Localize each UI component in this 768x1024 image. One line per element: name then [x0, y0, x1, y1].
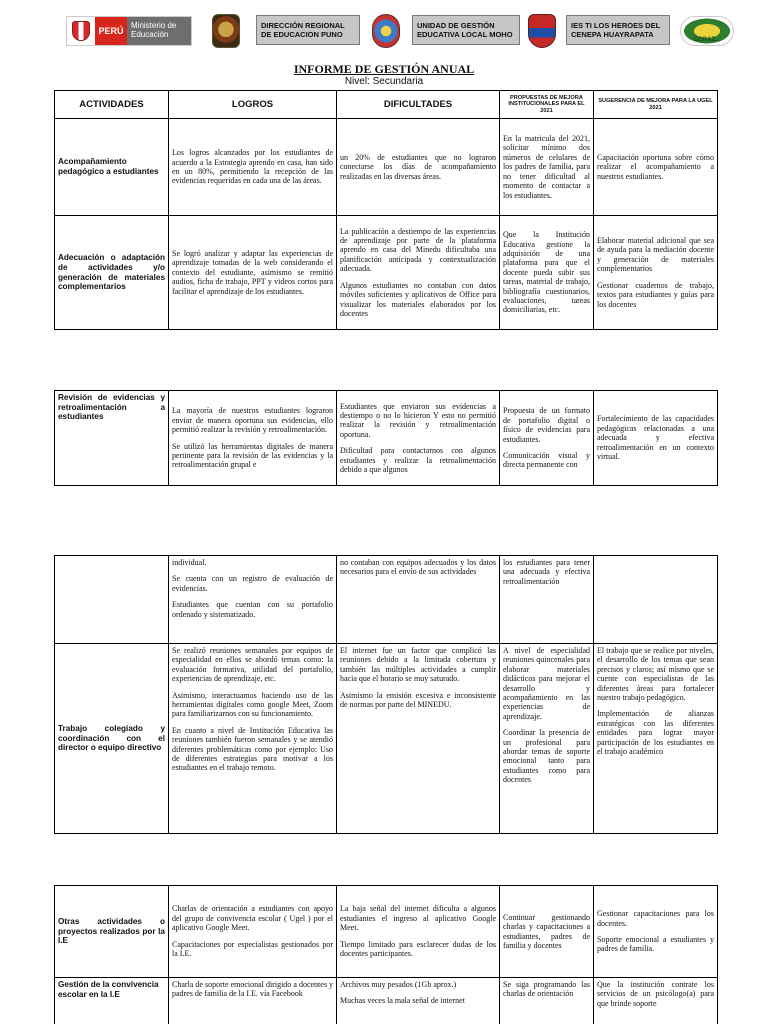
paragraph: Capacitaciones por especialistas gestionados por la I.E.: [172, 939, 333, 959]
col-actividades: ACTIVIDADES: [55, 91, 169, 119]
col-propuestas: PROPUESTAS DE MEJORA INSTITUCIONALES PARA EL 2021: [500, 91, 594, 119]
paragraph: Coordinar la presencia de un profesional para abordar temas de soporte emocional tanto para estudiantes como para docentes: [503, 728, 590, 785]
paragraph: Se cuenta con un registro de evaluación de evidencias.: [172, 574, 333, 593]
paragraph: La mayoría de nuestros estudiantes lograron enviar de manera oportuna sus evidencias, ello permitió realizar la revisión y retroalimentación.: [172, 406, 333, 435]
propuestas-cell: En la matricula del 2021, solicitar mínimo dos números de celulares de los padres de familia, para no tener dificultad al momento de contactar a los estudiantes.: [500, 119, 594, 216]
propuestas-cell: [500, 391, 594, 486]
logros-cell: Los logros alcanzados por los estudiantes de acuerdo a la Estrategia aprendo en casa, han sido en un 80%, permitiendo la recepción de las evidencias requeridas en cada una de las áreas.: [169, 119, 337, 216]
paragraph: Comunicación visual y directa permanente con: [503, 450, 590, 470]
dificultades-cell: no contaban con equipos adecuados y los datos necesarios para el envío de sus actividades: [337, 556, 500, 644]
coria-logo-icon: [680, 16, 734, 46]
paragraph: Se utilizó las herramientas digitales de manera pertinente para la revisión de las evidencias y la retroalimentación grupal e: [172, 441, 333, 470]
paragraph: Implementación de alianzas estratégicas con las diferentes entidades para lograr mayor participación de los estudiantes en el trabajo académico: [597, 709, 714, 757]
actividad-cell: Otras actividades o proyectos realizados por la I.E: [55, 886, 169, 978]
actividad-cell: Trabajo colegiado y coordinación con el director o equipo directivo: [55, 644, 169, 834]
peru-shield-icon: [67, 17, 95, 45]
col-logros: LOGROS: [169, 91, 337, 119]
logros-cell: Se logró analizar y adaptar las experiencias de aprendizaje tomadas de la web considerando el contexto del estudiante, asimismo se remitió audios, ficha de trabajo, PPT y videos cortos para facilitar el aprendizaje de los estudiantes.: [169, 216, 337, 330]
propuestas-cell: Se siga programando las charlas de orientación: [500, 978, 594, 1024]
drep-box: DIRECCIÓN REGIONAL DE EDUCACION PUNO: [256, 15, 360, 45]
dificultades-cell: [337, 391, 500, 486]
paragraph: Elaborar material adicional que sea de ayuda para la mediación docente y generación de materiales complementarios: [597, 236, 714, 274]
coria-logo-text: CORAZ...: [693, 37, 721, 43]
table-row: [55, 886, 718, 978]
propuestas-cell: los estudiantes para tener una adecuada y efectiva retroalimentación: [500, 556, 594, 644]
paragraph: Algunos estudiantes no contaban con datos móviles suficientes y aplicativos de Office para visualizar los materiales elaborados por los docentes: [340, 280, 496, 318]
report-table-part-4: [54, 885, 718, 1024]
paragraph: Charlas de orientación a estudiantes con apoyo del grupo de convivencia escolar ( Ugel ) por el aplicativo Google Meet.: [172, 904, 333, 933]
table-row: [55, 391, 718, 486]
table-row: [55, 644, 718, 834]
report-subtitle: Nivel: Secundaria: [344, 76, 424, 87]
paragraph: Propuesta de un formato de portafolio digital o físico de evidencias para estudiantes.: [503, 406, 590, 444]
minedu-logo: [66, 16, 192, 46]
sugerencia-cell: [594, 556, 718, 644]
col-sugerencia: SUGERENCIA DE MEJORA PARA LA UGEL 2021: [594, 91, 718, 119]
paragraph: Dificultad para contactarnos con algunos estudiantes y realizar la retroalimentación debido a que algunos: [340, 446, 496, 475]
sugerencia-cell: [594, 216, 718, 330]
logros-cell: Charla de soporte emocional dirigido a docentes y padres de familia de la I.E. vía Facebook: [169, 978, 337, 1024]
table-row: [55, 216, 718, 330]
peru-label: PERÚ: [95, 17, 127, 45]
drep-emblem-icon: [212, 14, 240, 48]
paragraph: La baja señal del internet dificulta a algunos estudiantes el ingreso al aplicativo Google Meet.: [340, 904, 496, 933]
actividad-cell: Gestión de la convivencia escolar en la I.E: [55, 978, 169, 1024]
paragraph: La publicación a destiempo de las experiencias de aprendizaje por parte de la plataforma aprendo en casa del Minedu dificultaba una planificación anticipada y contextualización adecuada.: [340, 226, 496, 274]
paragraph: En cuanto a nivel de Institución Educativa las reuniones también fueron semanales y se atendió diferentes problemáticas como por ejemplo: Uso de diferentes estrategias para motivar a los estudiantes en el trabajo remoto.: [172, 725, 333, 773]
sugerencia-cell: [594, 644, 718, 834]
paragraph: A nivel de especialidad reuniones quincenales para elaborar materiales didácticos para mejorar el desarrollo y acompañamiento en las experiencias de aprendizaje.: [503, 646, 590, 721]
table-row: [55, 978, 718, 1024]
sugerencia-cell: Fortalecimiento de las capacidades pedagógicas relacionadas a una adecuada y efectiva retroalimentación en un contexto virtual.: [594, 391, 718, 486]
paragraph: Se realizó reuniones semanales por equipos de especialidad en ellos se abordó temas como: la evaluación formativa, utilidad del portafolio, experiencias de aprendizaje, etc.: [172, 646, 333, 684]
propuestas-cell: Continuar gestionando charlas y capacitaciones a estudiantes, padres de familia y docentes: [500, 886, 594, 978]
paragraph: Gestionar cuadernos de trabajo, textos para estudiantes y guías para los docentes: [597, 280, 714, 309]
dificultades-cell: [337, 886, 500, 978]
table-row: [55, 556, 718, 644]
paragraph: Gestionar capacitaciones para los docentes.: [597, 909, 714, 928]
paragraph: Soporte emocional a estudiantes y padres de familia.: [597, 935, 714, 954]
actividad-cell: Acompañamiento pedagógico a estudiantes: [55, 119, 169, 216]
paragraph: Tiempo limitado para esclarecer dudas de los docentes participantes.: [340, 939, 496, 959]
paragraph: individual.: [172, 558, 207, 567]
report-table-part-3: [54, 555, 718, 834]
document-header: [0, 0, 768, 58]
paragraph: El internet fue un factor que complicó las reuniones debido a la limitada cobertura y también las múltiples actividades a cumplir hacia que el horario se muy saturado.: [340, 646, 496, 684]
actividad-cell: [55, 556, 169, 644]
dificultades-cell: un 20% de estudiantes que no lograron conectarse los días de acompañamiento realizadas en las diversas áreas.: [337, 119, 500, 216]
report-table-part-1: [54, 90, 718, 330]
paragraph: El trabajo que se realice por niveles, el desarrollo de los temas que sean precisos y claros; así mismo que se cuente con especialistas de las diferentes áreas para fortalecer nuestro trabajo pedagógico.: [597, 646, 714, 703]
sugerencia-cell: [594, 886, 718, 978]
propuestas-cell: Que la Institución Educativa gestione la adquisición de una plataforma para que el docente pueda subir sus tareas, material de trabajo, bibliografía cuestionarios, evaluaciones, tareas domiciliarias, etc.: [500, 216, 594, 330]
report-title: INFORME DE GESTIÓN ANUAL: [293, 62, 475, 76]
col-dificultades: DIFICULTADES: [337, 91, 500, 119]
logros-cell: [169, 886, 337, 978]
sugerencia-cell: Capacitación oportuna sobre cómo realizar el acompañamiento a nuestros estudiantes.: [594, 119, 718, 216]
paragraph: Asimismo la emisión excesiva e inconsistente de normas por parte del MINEDU.: [340, 690, 496, 710]
logros-cell: [169, 556, 337, 644]
table-row: [55, 119, 718, 216]
ugel-box: UNIDAD DE GESTIÓN EDUCATIVA LOCAL MOHO: [412, 15, 520, 45]
ugel-emblem-icon: [372, 14, 400, 48]
paragraph: Asimismo, interactuamos haciendo uso de las herramientas digitales como google Meet, Zoom para familiarizarnos con su funcionamiento.: [172, 690, 333, 719]
paragraph: Archivos muy pesados (1Gb aprox.): [340, 980, 457, 989]
actividad-cell: Revisión de evidencias y retroalimentación a estudiantes: [55, 391, 169, 486]
ies-box: IES TI LOS HEROES DEL CENEPA HUAYRAPATA: [566, 15, 670, 45]
paragraph: Estudiantes que cuentan con su portafolio ordenado y sistematizado.: [172, 600, 333, 619]
ies-emblem-icon: [528, 14, 556, 48]
dificultades-cell: [337, 978, 500, 1024]
report-table-part-2: [54, 390, 718, 486]
paragraph: Muchas veces la mala señal de internet: [340, 996, 465, 1006]
logros-cell: [169, 391, 337, 486]
dificultades-cell: [337, 644, 500, 834]
dificultades-cell: [337, 216, 500, 330]
paragraph: Estudiantes que enviaron sus evidencias a destiempo o no lo hicieron Y esto no permitió realizar la revisión y retroalimentación oportuna.: [340, 401, 496, 439]
table-header-row: [55, 91, 718, 119]
logros-cell: [169, 644, 337, 834]
ministerio-label: Ministerio de Educación: [127, 17, 191, 45]
actividad-cell: Adecuación o adaptación de actividades y/o generación de materiales complementarios: [55, 216, 169, 330]
propuestas-cell: [500, 644, 594, 834]
sugerencia-cell: Que la institución contrate los servicios de un psicólogo(a) para que brinde soporte: [594, 978, 718, 1024]
